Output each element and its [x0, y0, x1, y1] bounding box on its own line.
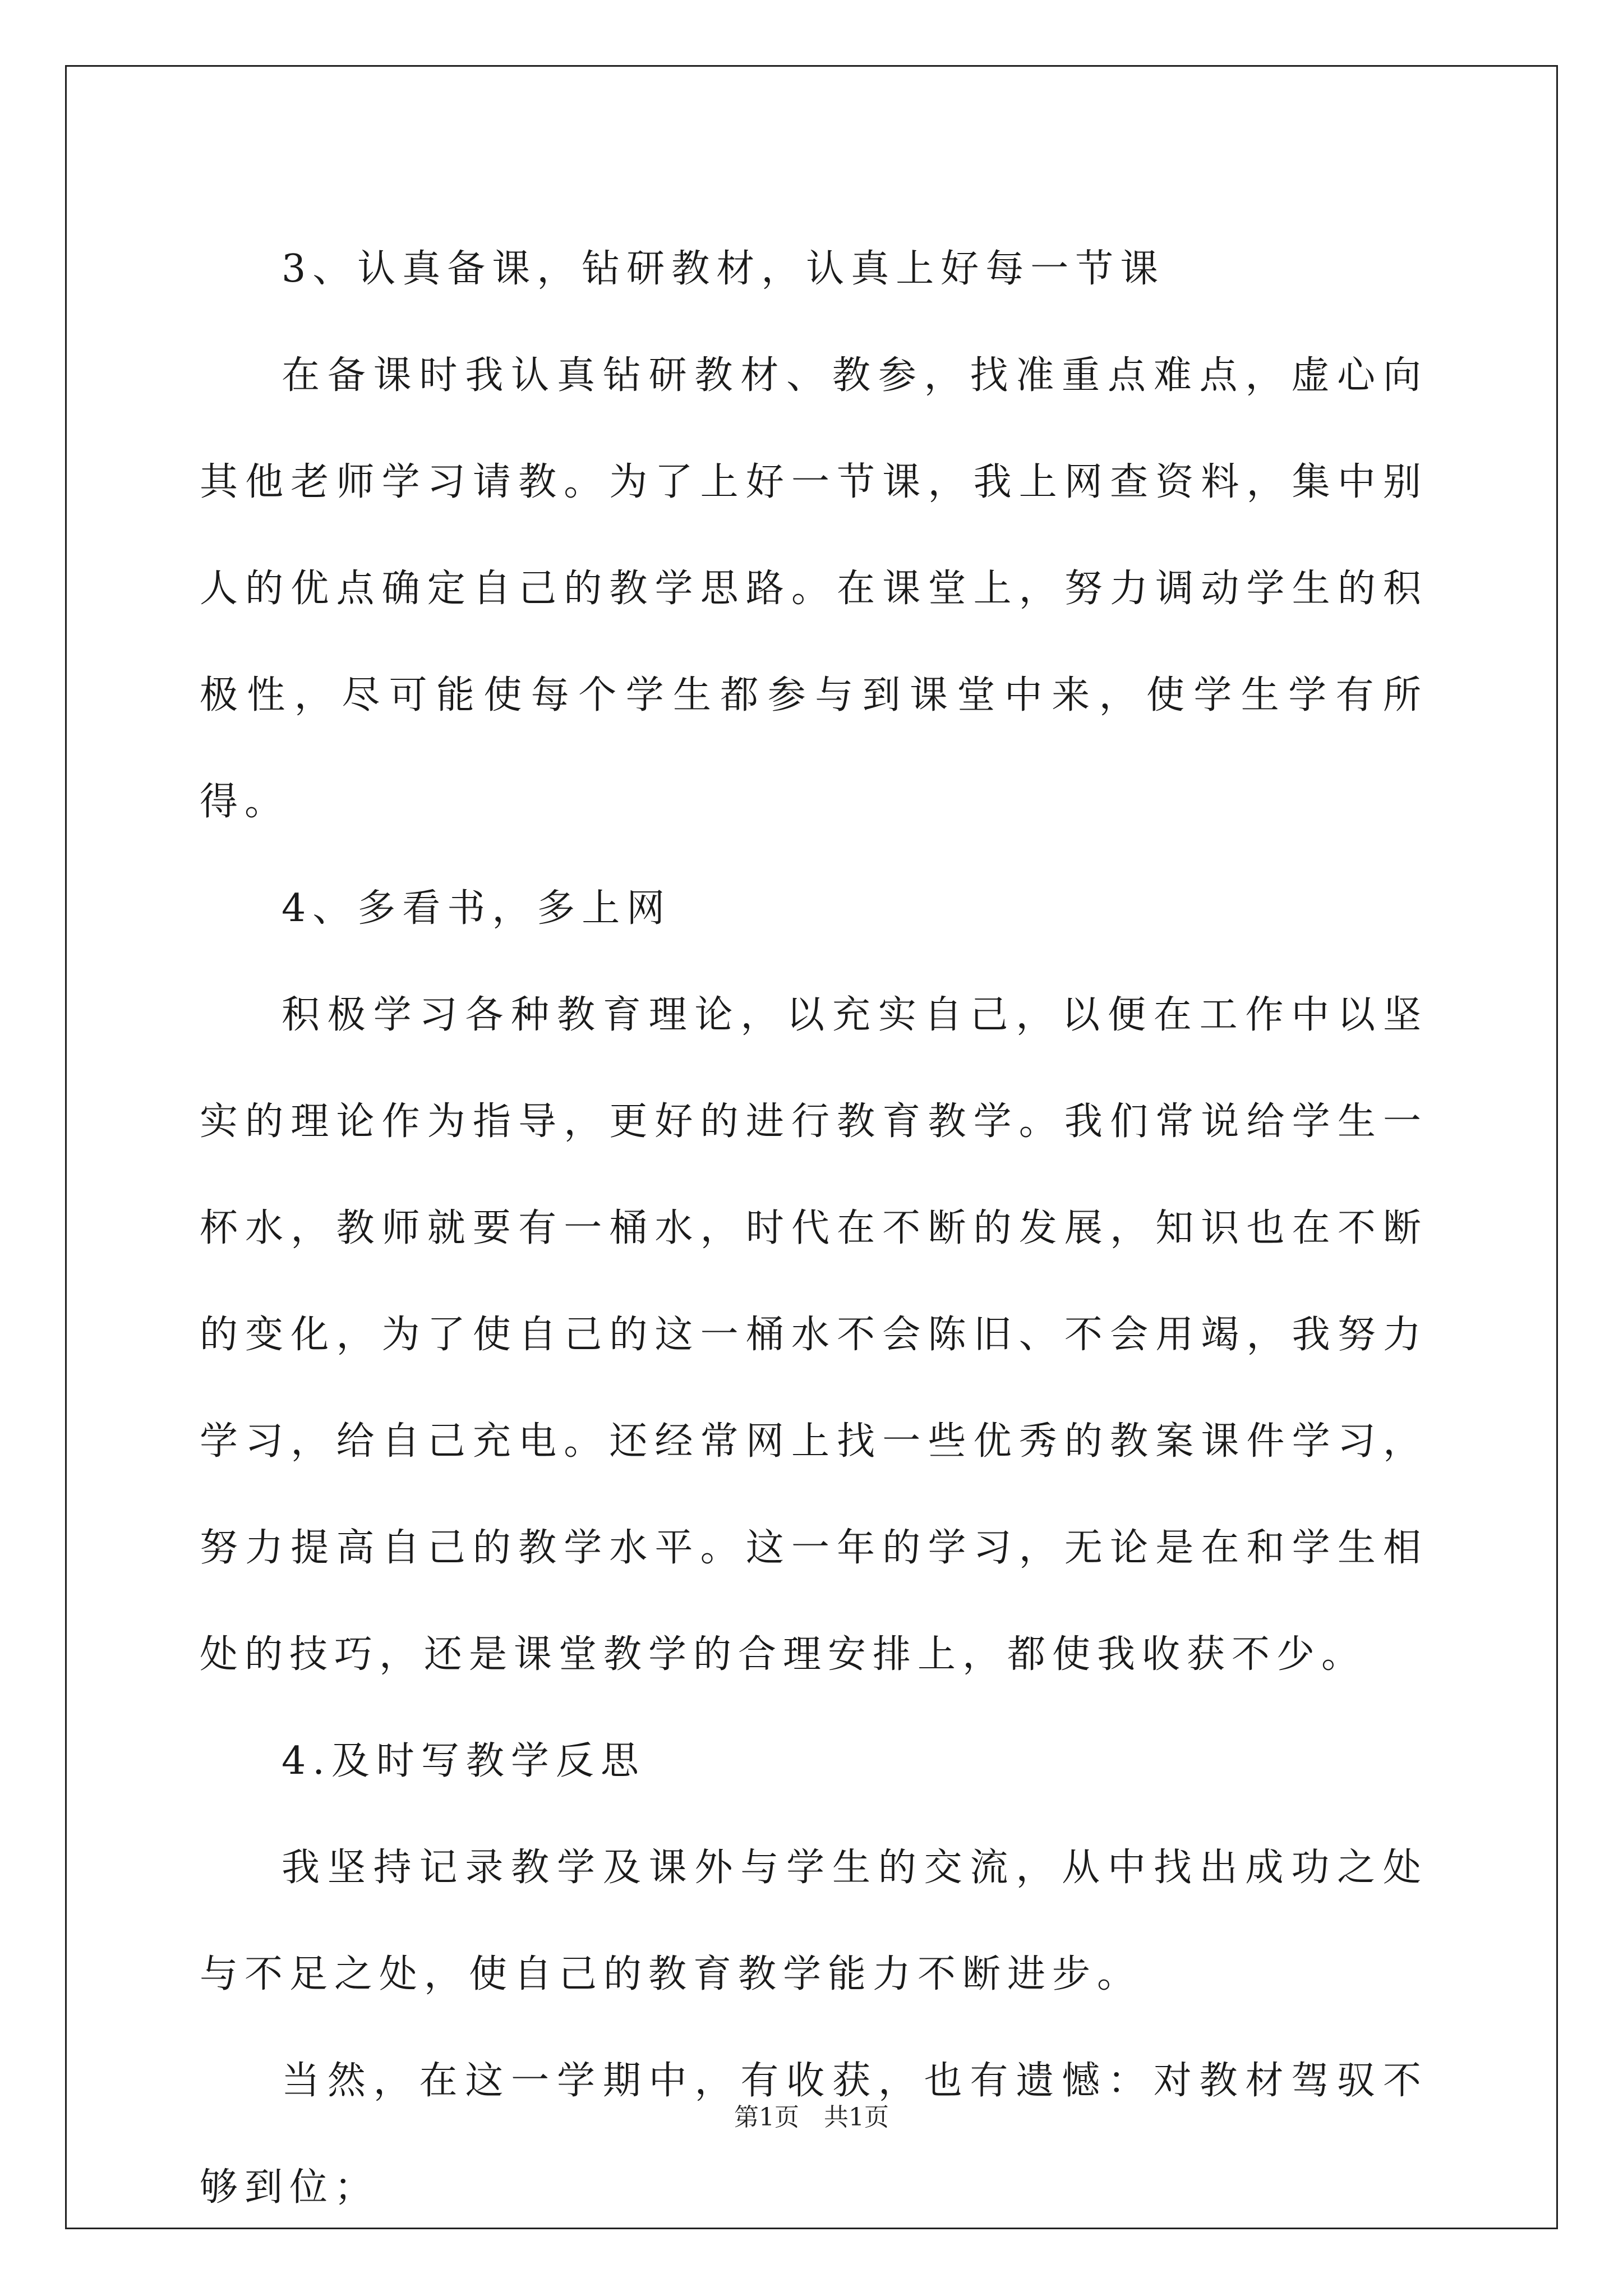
document-body	[200, 216, 1428, 2241]
page-number-footer: 第1页 共1页	[734, 2103, 889, 2132]
section-4b-paragraph: 我坚持记录教学及课外与学生的交流，从中找出成功之处与不足之处，使自己的教育教学能力不断进步。	[200, 1846, 1428, 1996]
section-heading-3: 3、认真备课，钻研教材，认真上好每一节课	[282, 247, 1165, 291]
section-4a-paragraph: 积极学习各种教育理论，以充实自己，以便在工作中以坚实的理论作为指导，更好的进行教育教学。我们常说给学生一杯水，教师就要有一桶水，时代在不断的发展，知识也在不断的变化，为了使自己的这一桶水不会陈旧、不会用竭，我努力学习，给自己充电。还经常网上找一些优秀的教案课件学习，努力提高自己的教学水平。这一年的学习，无论是在和学生相处的技巧，还是课堂教学的合理安排上，都使我收获不少。	[200, 993, 1428, 1677]
section-heading-4b: 4.及时写教学反思	[282, 1739, 645, 1783]
closing-paragraph: 当然，在这一学期中，有收获，也有遗憾：对教材驾驭不够到位；	[200, 2059, 1428, 2210]
section-3-paragraph: 在备课时我认真钻研教材、教参，找准重点难点，虚心向其他老师学习请教。为了上好一节课，我上网查资料，集中别人的优点确定自己的教学思路。在课堂上，努力调动学生的积极性，尽可能使每个学生都参与到课堂中来，使学生学有所得。	[200, 353, 1428, 824]
section-heading-4a: 4、多看书，多上网	[282, 886, 672, 931]
